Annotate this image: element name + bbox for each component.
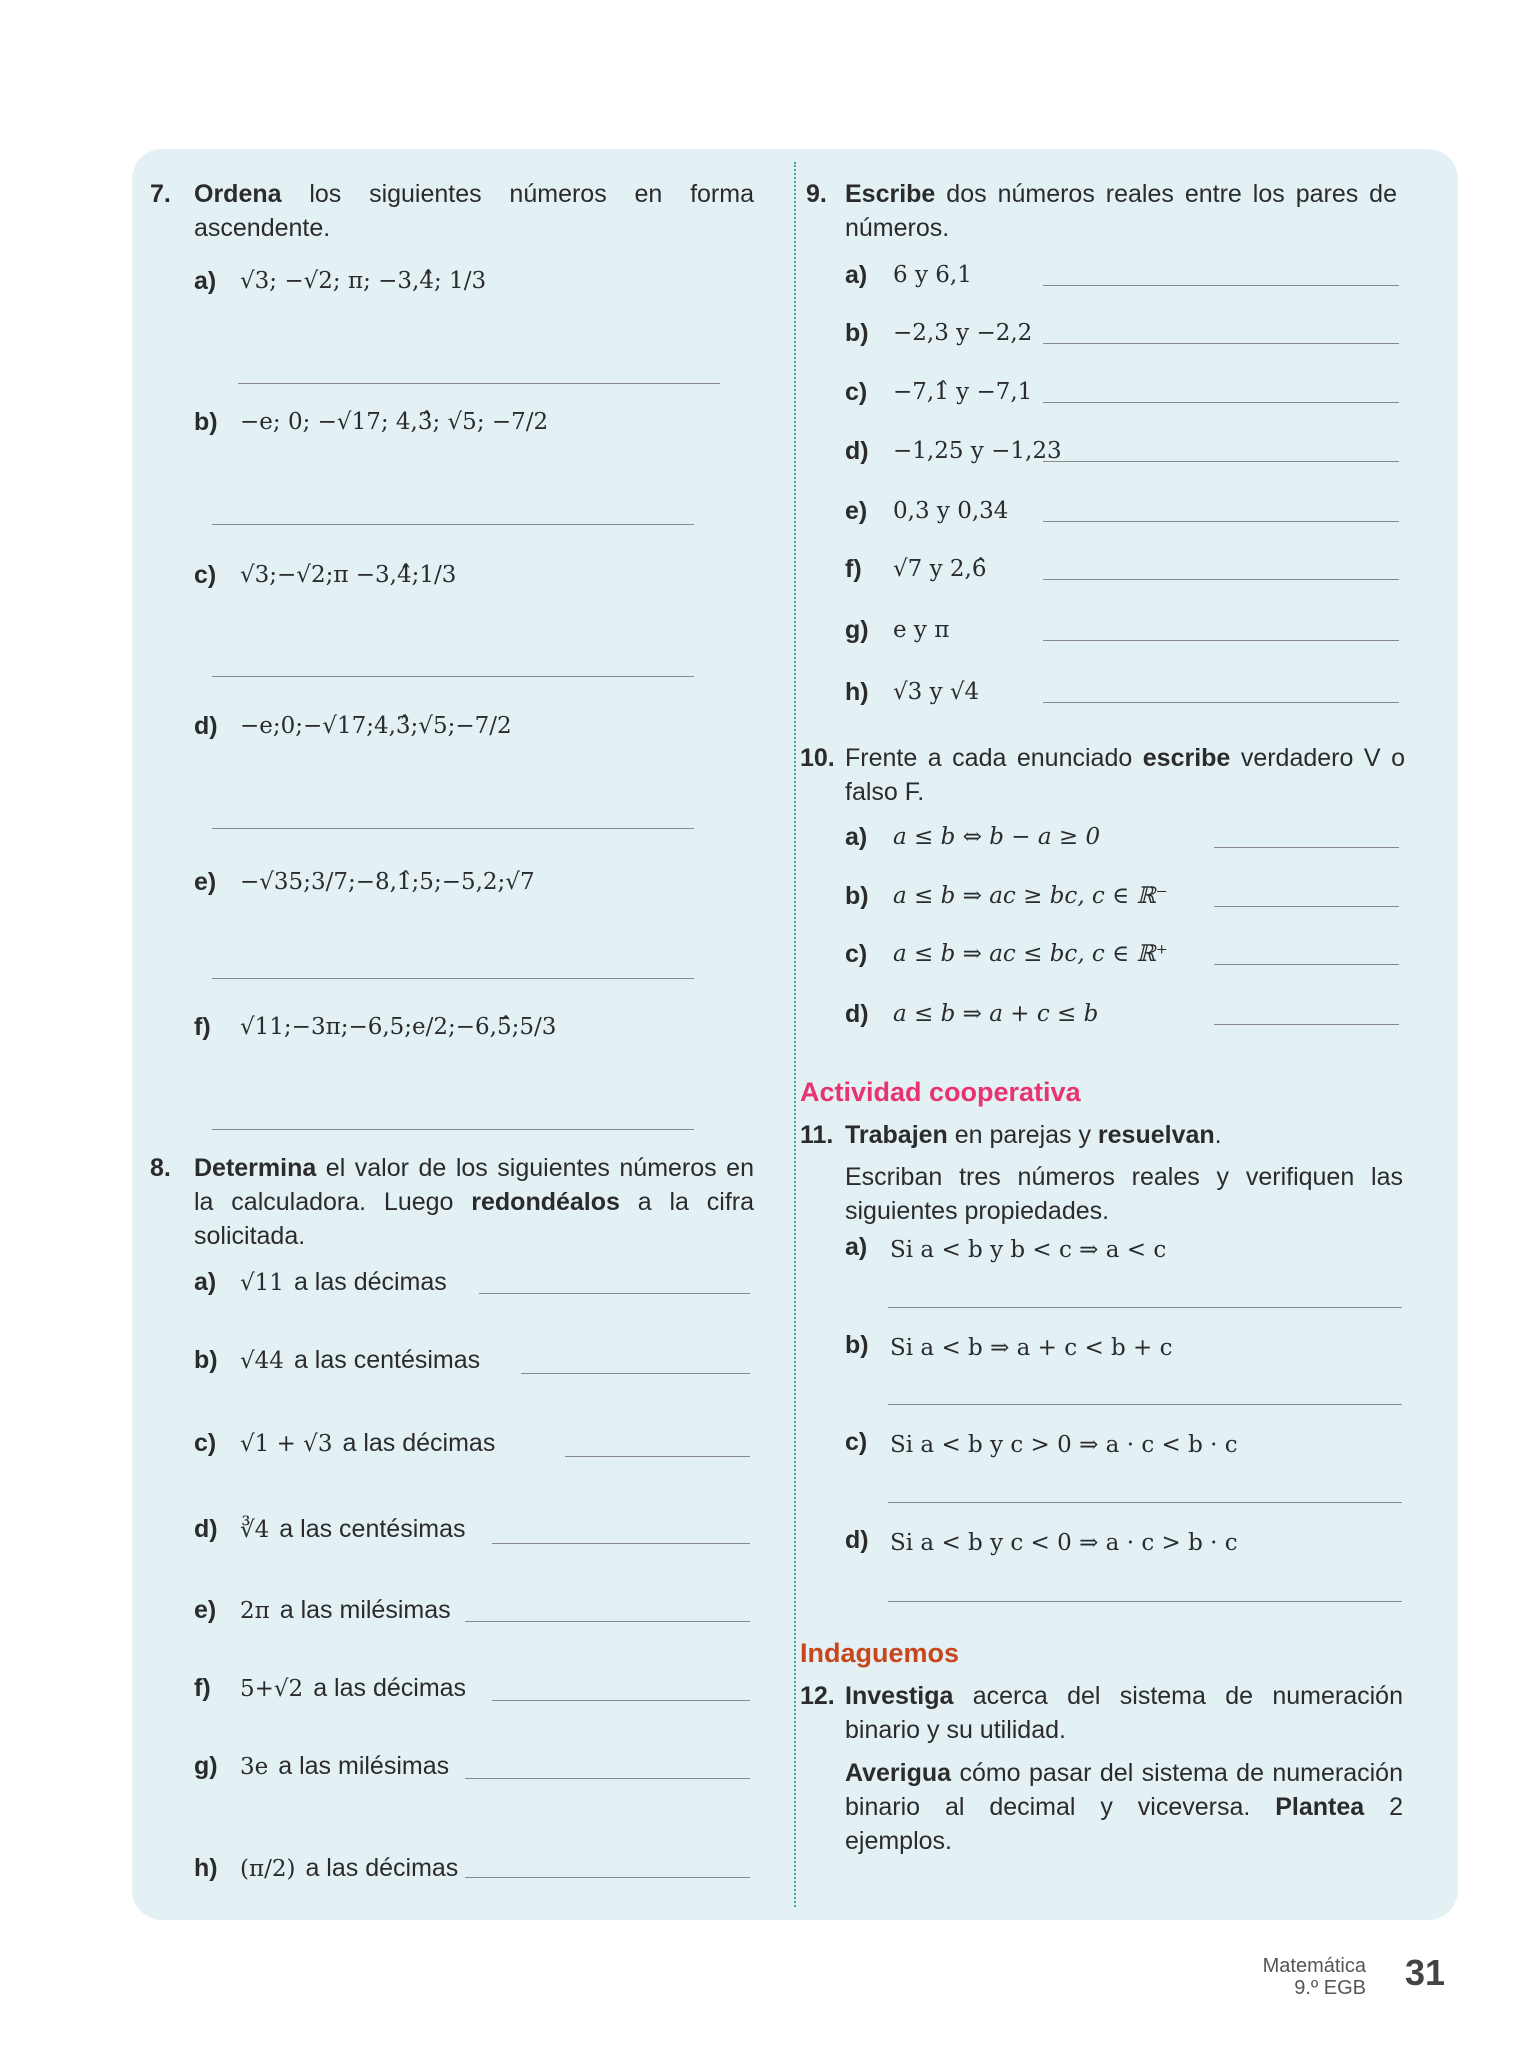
item-content [240, 1595, 451, 1626]
item-content [240, 1267, 447, 1298]
item-label: d) [845, 437, 869, 465]
answer-line[interactable] [465, 1877, 750, 1878]
item-label: e) [845, 497, 868, 525]
math-expression: √7 y 2,6̂ [893, 556, 987, 582]
q10-verb: escribe [1142, 744, 1231, 772]
item-content [240, 1751, 449, 1782]
q12-verb2: Averigua [845, 1759, 952, 1787]
item-label: f) [194, 1013, 211, 1041]
item-label: a) [194, 267, 217, 295]
answer-line[interactable] [465, 1778, 750, 1779]
math-expression: Si a < b y c > 0 ⇒ a · c < b · c [890, 1432, 1238, 1458]
answer-line[interactable] [1043, 702, 1399, 703]
answer-line[interactable] [1214, 964, 1399, 965]
q7-verb: Ordena [194, 180, 282, 208]
item-label: e) [194, 868, 217, 896]
math-expression: (π/2) [240, 1856, 296, 1882]
q10-text1: Frente a cada enunciado [845, 744, 1143, 772]
item-label: a) [845, 823, 868, 851]
item-label: f) [845, 555, 862, 583]
q12-text3: 2 ejemplos. [845, 1793, 1404, 1855]
footer-subject: Matemática [1262, 1955, 1366, 1977]
answer-line[interactable] [492, 1700, 750, 1701]
rounding-instruction: a las décimas [293, 1268, 447, 1296]
item-content [240, 1514, 466, 1545]
q7-prompt [194, 177, 754, 245]
q8-verb2: redondéalos [471, 1188, 620, 1216]
item-label: d) [845, 1526, 869, 1554]
answer-line[interactable] [1043, 461, 1399, 462]
math-expression: Si a < b y c < 0 ⇒ a · c > b · c [890, 1530, 1238, 1556]
q11-verb1: Trabajen [845, 1121, 948, 1149]
math-expression: a ≤ b ⇒ ac ≥ bc, c ∈ ℝ⁻ [893, 883, 1168, 909]
q11-body: Escriban tres números reales y verifiquen las siguientes propiedades. [845, 1163, 1403, 1225]
q11-number: 11. [800, 1121, 834, 1149]
answer-line[interactable] [465, 1621, 750, 1622]
q9-text: dos números reales entre los pares de números. [845, 180, 1397, 242]
q11-verb2: resuelvan [1097, 1121, 1215, 1149]
math-expression: 5+√2 [240, 1676, 304, 1702]
answer-line[interactable] [212, 1129, 694, 1130]
math-expression: √3;−√2;π −3,4̂;1/3 [240, 562, 457, 588]
math-expression: −e;0;−√17;4,3̂;√5;−7/2 [240, 713, 512, 739]
math-expression: e y π [893, 617, 950, 643]
q8-verb1: Determina [194, 1154, 317, 1182]
item-label: c) [845, 378, 868, 406]
item-label: a) [194, 1268, 217, 1296]
item-content [240, 1853, 458, 1884]
item-content [240, 1428, 495, 1459]
math-expression: −2,3 y −2,2 [893, 320, 1033, 346]
answer-line[interactable] [479, 1293, 750, 1294]
page-number: 31 [1405, 1952, 1446, 1993]
rounding-instruction: a las centésimas [279, 1515, 466, 1543]
q11-text1: en parejas y [947, 1121, 1098, 1149]
answer-line[interactable] [888, 1502, 1402, 1503]
item-label: f) [194, 1674, 211, 1702]
q10-text2: verdadero V o falso F. [845, 744, 1405, 806]
q7-number: 7. [150, 180, 171, 208]
math-expression: 6 y 6,1 [893, 262, 972, 288]
rounding-instruction: a las décimas [313, 1674, 467, 1702]
math-expression: √1 + √3 [240, 1431, 333, 1457]
math-expression: √44 [240, 1348, 284, 1374]
item-label: h) [845, 678, 869, 706]
math-expression: √3; −√2; π; −3,4̂; 1/3 [240, 268, 487, 294]
item-label: g) [845, 616, 869, 644]
q12-prompt [845, 1679, 1403, 1747]
math-expression: −√35;3/7;−8,1̂;5;−5,2;√7 [240, 869, 535, 895]
math-expression: a ≤ b ⇒ a + c ≤ b [893, 1001, 1099, 1027]
answer-line[interactable] [492, 1543, 750, 1544]
q11-prompt [845, 1120, 1222, 1150]
math-expression: a ≤ b ⇒ ac ≤ bc, c ∈ ℝ⁺ [893, 941, 1168, 967]
answer-line[interactable] [888, 1404, 1402, 1405]
math-expression: ∛4 [240, 1517, 270, 1543]
rounding-instruction: a las centésimas [293, 1346, 481, 1374]
answer-line[interactable] [1043, 343, 1399, 344]
item-label: d) [845, 1000, 869, 1028]
item-label: b) [194, 408, 218, 436]
answer-line[interactable] [888, 1307, 1402, 1308]
q10-number: 10. [800, 744, 835, 772]
item-label: c) [194, 561, 217, 589]
item-label: c) [194, 1429, 217, 1457]
answer-line[interactable] [212, 676, 694, 677]
item-label: d) [194, 712, 218, 740]
math-expression: 3e [240, 1754, 269, 1780]
answer-line[interactable] [1214, 847, 1399, 848]
answer-line[interactable] [1043, 640, 1399, 641]
answer-line[interactable] [888, 1601, 1402, 1602]
item-label: a) [845, 1233, 868, 1261]
item-label: b) [845, 319, 869, 347]
q8-prompt [194, 1151, 754, 1253]
q9-verb: Escribe [845, 180, 936, 208]
answer-line[interactable] [1043, 579, 1399, 580]
item-label: c) [845, 1428, 868, 1456]
q8-text2: a la cifra solicitada. [194, 1188, 754, 1250]
answer-line[interactable] [1043, 521, 1399, 522]
item-content [240, 1345, 480, 1376]
math-expression: √11;−3π;−6,5;e/2;−6,5̂;5/3 [240, 1014, 557, 1040]
item-label: b) [194, 1346, 218, 1374]
q7-text: los siguientes números en forma ascendente. [194, 180, 754, 242]
footer-subject-block [1263, 1955, 1366, 1999]
item-content [240, 1673, 466, 1704]
column-divider [794, 162, 796, 1907]
rounding-instruction: a las milésimas [279, 1596, 451, 1624]
math-expression: Si a < b y b < c ⇒ a < c [890, 1237, 1167, 1263]
answer-line[interactable] [565, 1456, 750, 1457]
rounding-instruction: a las décimas [305, 1854, 459, 1882]
answer-line[interactable] [1214, 1024, 1399, 1025]
item-label: b) [845, 1331, 869, 1359]
answer-line[interactable] [1214, 906, 1399, 907]
item-label: d) [194, 1515, 218, 1543]
item-label: a) [845, 261, 868, 289]
answer-line[interactable] [212, 524, 694, 525]
cooperative-heading: Actividad cooperativa [800, 1077, 1081, 1107]
q9-prompt [845, 177, 1397, 245]
answer-line[interactable] [1043, 285, 1399, 286]
research-heading: Indaguemos [800, 1638, 960, 1668]
q12-text1: acerca del sistema de numeración binario y su utilidad. [845, 1682, 1403, 1744]
item-label: h) [194, 1854, 218, 1882]
math-expression: √3 y √4 [893, 679, 980, 705]
q12-body [845, 1756, 1403, 1858]
q12-verb1: Investiga [845, 1682, 954, 1710]
rounding-instruction: a las décimas [342, 1429, 496, 1457]
answer-line[interactable] [1043, 402, 1399, 403]
math-expression: −1,25 y −1,23 [893, 438, 1062, 464]
q12-verb3: Plantea [1275, 1793, 1365, 1821]
answer-line[interactable] [212, 978, 694, 979]
math-expression: Si a < b ⇒ a + c < b + c [890, 1335, 1173, 1361]
footer-grade: 9.º EGB [1294, 1977, 1366, 1999]
q12-number: 12. [800, 1682, 835, 1710]
item-label: b) [845, 882, 869, 910]
q9-number: 9. [806, 180, 827, 208]
q12-text2: cómo pasar del sistema de numeración binario al decimal y viceversa. [845, 1759, 1403, 1821]
answer-line[interactable] [212, 828, 694, 829]
answer-line[interactable] [521, 1373, 750, 1374]
item-label: c) [845, 940, 868, 968]
math-expression: √11 [240, 1270, 284, 1296]
item-label: g) [194, 1752, 218, 1780]
q8-text1: el valor de los siguientes números en la calculadora. Luego [194, 1154, 754, 1216]
math-expression: 2π [240, 1598, 270, 1624]
answer-line[interactable] [238, 383, 720, 384]
math-expression: 0,3 y 0,34 [893, 498, 1009, 524]
rounding-instruction: a las milésimas [278, 1752, 450, 1780]
q10-prompt [845, 741, 1405, 809]
math-expression: −7,1̂ y −7,1 [893, 379, 1033, 405]
math-expression: −e; 0; −√17; 4,3̂; √5; −7/2 [240, 409, 549, 435]
math-expression: a ≤ b ⇔ b − a ≥ 0 [893, 824, 1101, 850]
q8-number: 8. [150, 1154, 171, 1182]
item-label: e) [194, 1596, 217, 1624]
q11-text2: . [1214, 1121, 1222, 1149]
